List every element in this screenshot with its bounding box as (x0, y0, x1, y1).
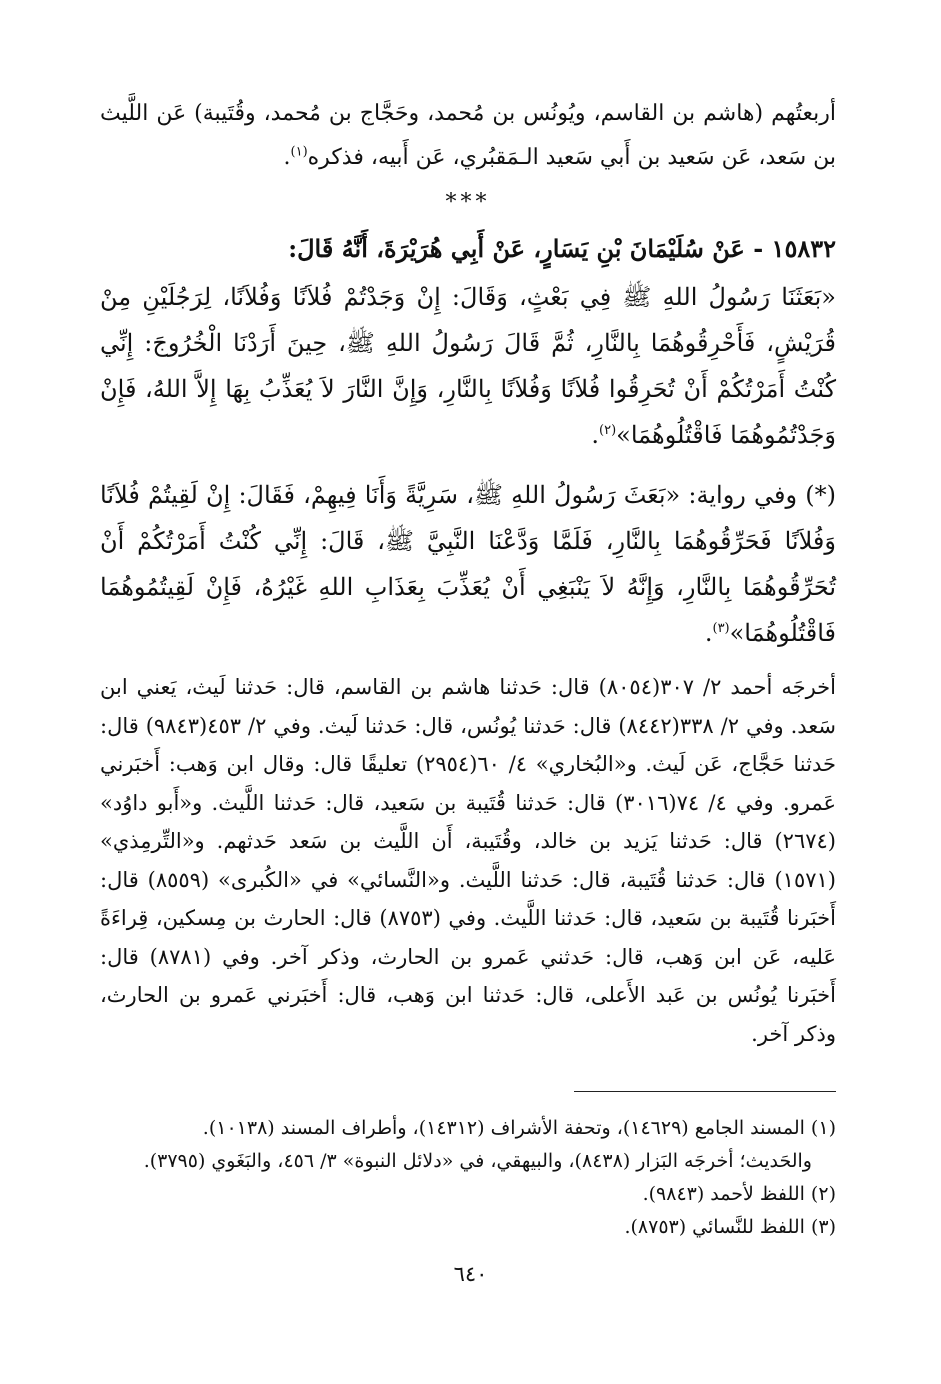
footnote-ref-2: (٢) (599, 423, 617, 438)
intro-paragraph: أربعتُهم (هاشم بن القاسم، ويُونُس بن مُحمد، وحَجَّاج بن مُحمد، وقُتَيبة) عَن اللَّيث بن سَعد، عَن سَعيد بن أَبي سَعيد الـمَقبُري، عَن أَبيه، فذكره$^{(١)}$. (100, 101, 836, 170)
hadith-text: «بَعَثَنَا رَسُولُ اللهِ ﷺ فِي بَعْثٍ، وَقَالَ: إِنْ وَجَدْتُمْ فُلاَنًا وَفُلاَنًا، لِرَجُلَيْنِ مِنْ قُرَيْشٍ، فَأَحْرِقُوهُمَا بِالنَّارِ، ثُمَّ قَالَ رَسُولُ اللهِ ﷺ، حِينَ أَرَدْنَا الْخُرُوجَ: إِنِّي كُنْتُ أَمَرْتُكُمْ أَنْ تُحَرِقُوا فُلاَنًا وَفُلاَنًا بِالنَّارِ، وَإِنَّ النَّارَ لاَ يُعَذِّبُ بِهَا إِلاَّ اللهُ، فَإِنْ وَجَدْتُمُوهُمَا فَاقْتُلُوهُمَا»$^{(٢)}$. (100, 283, 836, 449)
footnote-ref-3: (٣) (712, 621, 730, 636)
footnote-1: (١) المسند الجامع (١٤٦٢٩)، وتحفة الأشراف (١٤٣١٢)، وأطراف المسند (١٠١٣٨). (202, 1117, 836, 1139)
takhrij-paragraph: أخرجَه أحمد ٢/ ٣٠٧(٨٠٥٤) قال: حَدثنا هاشم بن القاسم، قال: حَدثنا لَيث، يَعني ابن سَعد. وفي ٢/ ٣٣٨(٨٤٤٢) قال: حَدثنا يُونُس، قال: حَدثنا لَيث. وفي ٢/ ٤٥٣(٩٨٤٣) قال: حَدثنا حَجَّاج، عَن لَيث. و«البُخاري» ٤/ ٦٠(٢٩٥٤) تعليقًا قال: وقال ابن وَهب: أَخبَرني عَمرو. وفي ٤/ ٧٤(٣٠١٦) قال: حَدثنا قُتَيبة بن سَعيد، قال: حَدثنا اللَّيث. و«أَبو داوُد» (٢٦٧٤) قال: حَدثنا يَزيد بن خالد، وقُتَيبة، أَن اللَّيث بن سَعد حَدثهم. و«التِّرمِذي» (١٥٧١) قال: حَدثنا قُتَيبة، قال: حَدثنا اللَّيث. و«النَّسائي» في «الكُبرى» (٨٥٥٩) قال: أَخبَرنا قُتَيبة بن سَعيد، قال: حَدثنا اللَّيث. وفي (٨٧٥٣) قال: الحارث بن مِسكين، قِراءَةً عَليه، عَن ابن وَهب، قال: حَدثني عَمرو بن الحارث، وذكر آخر. وفي (٨٧٨١) قال: أَخبَرنا يُونُس بن عَبد الأَعلى، قال: حَدثنا ابن وَهب، قال: أَخبَرني عَمرو بن الحارث، وذكر آخر. (100, 675, 837, 1046)
hadith-isnad: عَنْ سُلَيْمَانَ بْنِ يَسَارٍ، عَنْ أَبِي هُرَيْرَةَ، أَنَّهُ قَالَ: (288, 234, 745, 263)
variant-text: (*) وفي رواية: «بَعَثَ رَسُولُ اللهِ ﷺ، سَرِيَّةً وَأَنَا فِيهِمْ، فَقَالَ: إِنْ لَقِيتُمْ فُلاَنًا وَفُلاَنًا فَحَرِّقُوهُمَا بِالنَّارِ، فَلَمَّا وَدَّعْنَا النَّبِيَّ ﷺ، قَالَ: إِنِّي كُنْتُ أَمَرْتُكُمْ أَنْ تُحَرِّقُوهُمَا بِالنَّارِ، وَإِنَّهُ لاَ يَنْبَغِي أَنْ يُعَذِّبَ بِعَذَابِ اللهِ غَيْرُهُ، فَإِنْ لَقِيتُمُوهُمَا فَاقْتُلُوهُمَا» (100, 481, 836, 647)
footnote-ref-1: (١) (290, 144, 308, 160)
footnotes (100, 1112, 836, 1244)
footnote-divider (574, 1091, 836, 1092)
footnote-2: (٢) اللفظ لأحمد (٩٨٤٣). (642, 1183, 836, 1205)
hadith-dash: - (753, 234, 764, 263)
variant-narration: (*) وفي رواية: «بَعَثَ رَسُولُ اللهِ ﷺ، سَرِيَّةً وَأَنَا فِيهِمْ، فَقَالَ: إِنْ لَقِيتُمْ فُلاَنًا وَفُلاَنًا فَحَرِّقُوهُمَا بِالنَّارِ، فَلَمَّا وَدَّعْنَا النَّبِيَّ ﷺ، قَالَ: إِنِّي كُنْتُ أَمَرْتُكُمْ أَنْ تُحَرِّقُوهُمَا بِالنَّارِ، وَإِنَّهُ لاَ يَنْبَغِي أَنْ يُعَذِّبَ بِعَذَابِ اللهِ غَيْرُهُ، فَإِنْ لَقِيتُمُوهُمَا فَاقْتُلُوهُمَا»$^{(٣)}$. (100, 481, 836, 647)
hadith-heading (100, 224, 836, 274)
footnote-1-continuation: والحَديث؛ أخرجَه البَزار (٨٤٣٨)، والبيهقي، في «دلائل النبوة» ٣/ ٤٥٦، والبَغَوي (٣٧٩٥). (143, 1150, 812, 1172)
hadith-number: ١٥٨٣٢ (771, 234, 836, 263)
hadith-body-text: «بَعَثَنَا رَسُولُ اللهِ ﷺ فِي بَعْثٍ، وَقَالَ: إِنْ وَجَدْتُمْ فُلاَنًا وَفُلاَنًا، لِرَجُلَيْنِ مِنْ قُرَيْشٍ، فَأَحْرِقُوهُمَا بِالنَّارِ، ثُمَّ قَالَ رَسُولُ اللهِ ﷺ، حِينَ أَرَدْنَا الْخُرُوجَ: إِنِّي كُنْتُ أَمَرْتُكُمْ أَنْ تُحَرِقُوا فُلاَنًا وَفُلاَنًا بِالنَّارِ، وَإِنَّ النَّارَ لاَ يُعَذِّبُ بِهَا إِلاَّ اللهُ، فَإِنْ وَجَدْتُمُوهُمَا فَاقْتُلُوهُمَا» (100, 283, 836, 449)
footnote-3: (٣) اللفظ للنَّسائي (٨٧٥٣). (624, 1216, 836, 1238)
intro-text: أربعتُهم (هاشم بن القاسم، ويُونُس بن مُحمد، وحَجَّاج بن مُحمد، وقُتَيبة) عَن اللَّيث بن سَعد، عَن سَعيد بن أَبي سَعيد الـمَقبُري، عَن أَبيه، فذكره (100, 101, 836, 170)
page-number: ٦٤٠ (453, 1262, 488, 1286)
section-separator-stars: *** (445, 190, 491, 215)
